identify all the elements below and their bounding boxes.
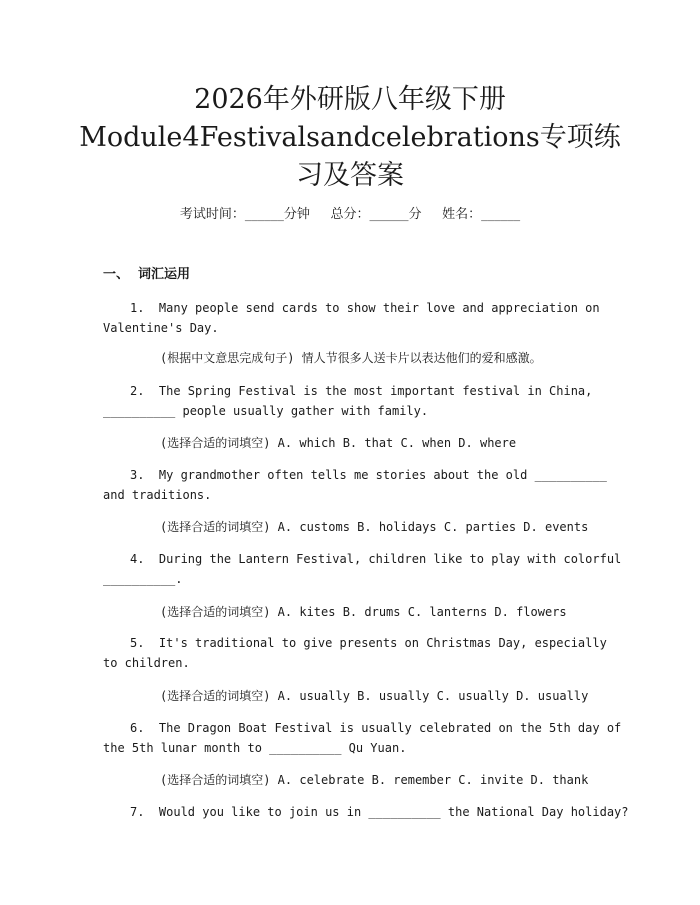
question-hint: (选择合适的词填空) A. kites B. drums C. lanterns D. flowers xyxy=(160,605,567,619)
question-text-continued: to children. xyxy=(103,656,190,670)
question-hint: (选择合适的词填空) A. usually B. usually C. usually D. usually xyxy=(160,689,589,703)
document-title-line-2: Module4Festivalsandcelebrations专项练 xyxy=(79,122,621,153)
question-text: 2. The Spring Festival is the most important festival in China, xyxy=(130,384,593,398)
question-item xyxy=(103,549,622,589)
question-text-continued: the 5th lunar month to __________ Qu Yuan. xyxy=(103,741,407,755)
question-hint: (选择合适的词填空) A. celebrate B. remember C. invite D. thank xyxy=(160,773,589,787)
question-text: 6. The Dragon Boat Festival is usually celebrated on the 5th day of xyxy=(130,721,622,735)
question-text-continued: Valentine's Day. xyxy=(103,321,219,335)
question-item xyxy=(103,465,607,505)
question-hint: (选择合适的词填空) A. customs B. holidays C. parties D. events xyxy=(160,520,589,534)
question-item xyxy=(103,298,603,338)
question-text: 7. Would you like to join us in __________ the National Day holiday? xyxy=(130,805,629,819)
document-title-line-1: 2026年外研版八年级下册 xyxy=(194,84,506,115)
question-text: 3. My grandmother often tells me stories about the old __________ xyxy=(130,468,607,482)
document-title-line-3: 习及答案 xyxy=(296,160,404,191)
question-hint: (选择合适的词填空) A. which B. that C. when D. where xyxy=(160,436,517,450)
question-hint: (根据中文意思完成句子) 情人节很多人送卡片以表达他们的爱和感激。 xyxy=(160,351,542,365)
question-text-continued: __________. xyxy=(103,572,183,586)
question-text: 1. Many people send cards to show their love and appreciation on xyxy=(130,301,600,315)
question-item xyxy=(103,718,622,758)
exam-info-line: 考试时间：______分钟 总分：______分 姓名：______ xyxy=(179,207,521,222)
question-item xyxy=(103,633,607,673)
question-text: 4. During the Lantern Festival, children like to play with colorful xyxy=(130,552,622,566)
question-item xyxy=(103,802,629,822)
question-item xyxy=(103,381,603,421)
question-text: 5. It's traditional to give presents on Christmas Day, especially xyxy=(130,636,607,650)
question-text-continued: and traditions. xyxy=(103,488,212,502)
section-heading: 一、 词汇运用 xyxy=(103,267,191,282)
question-text-continued: __________ people usually gather with family. xyxy=(103,404,429,418)
